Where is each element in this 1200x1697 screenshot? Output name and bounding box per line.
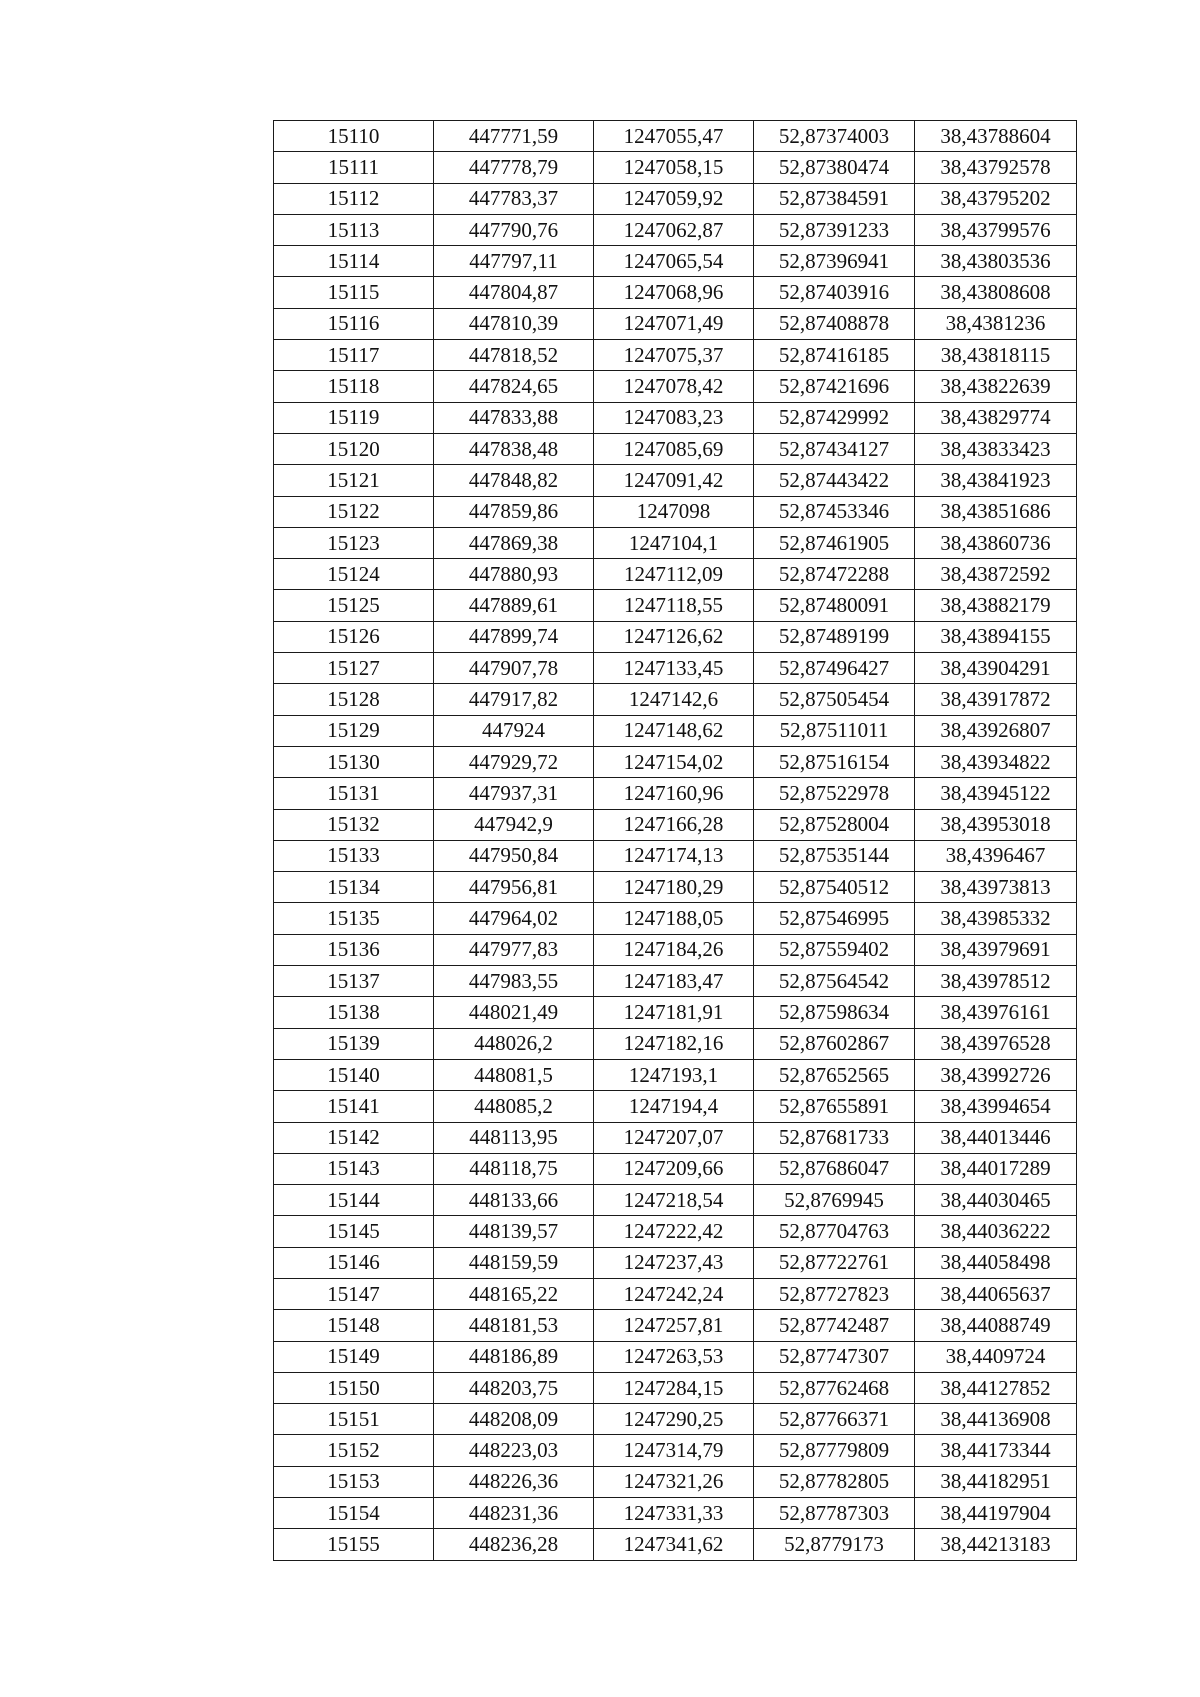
point-number-cell: 15114 [274, 246, 434, 277]
table-row [274, 840, 1077, 871]
x-coordinate-cell: 448203,75 [434, 1372, 594, 1403]
x-coordinate-cell: 447907,78 [434, 653, 594, 684]
table-row [274, 1498, 1077, 1529]
longitude-cell: 38,43851686 [915, 496, 1077, 527]
table-row [274, 527, 1077, 558]
longitude-cell: 38,43979691 [915, 934, 1077, 965]
latitude-cell: 52,87652565 [754, 1059, 915, 1090]
point-number-cell: 15154 [274, 1498, 434, 1529]
latitude-cell: 52,87564542 [754, 966, 915, 997]
y-coordinate-cell: 1247142,6 [594, 684, 754, 715]
x-coordinate-cell: 448118,75 [434, 1153, 594, 1184]
latitude-cell: 52,87686047 [754, 1153, 915, 1184]
longitude-cell: 38,43841923 [915, 465, 1077, 496]
point-number-cell: 15150 [274, 1372, 434, 1403]
table-row [274, 997, 1077, 1028]
point-number-cell: 15152 [274, 1435, 434, 1466]
x-coordinate-cell: 448026,2 [434, 1028, 594, 1059]
y-coordinate-cell: 1247091,42 [594, 465, 754, 496]
latitude-cell: 52,87443422 [754, 465, 915, 496]
coordinates-table [273, 120, 1077, 1561]
latitude-cell: 52,87396941 [754, 246, 915, 277]
y-coordinate-cell: 1247083,23 [594, 402, 754, 433]
y-coordinate-cell: 1247118,55 [594, 590, 754, 621]
y-coordinate-cell: 1247183,47 [594, 966, 754, 997]
point-number-cell: 15144 [274, 1185, 434, 1216]
longitude-cell: 38,43976161 [915, 997, 1077, 1028]
table-row [274, 496, 1077, 527]
longitude-cell: 38,4409724 [915, 1341, 1077, 1372]
table-row [274, 402, 1077, 433]
table-row [274, 1310, 1077, 1341]
x-coordinate-cell: 447859,86 [434, 496, 594, 527]
table-row [274, 1122, 1077, 1153]
latitude-cell: 52,87391233 [754, 214, 915, 245]
x-coordinate-cell: 447924 [434, 715, 594, 746]
latitude-cell: 52,87722761 [754, 1247, 915, 1278]
x-coordinate-cell: 447880,93 [434, 559, 594, 590]
x-coordinate-cell: 447833,88 [434, 402, 594, 433]
point-number-cell: 15130 [274, 746, 434, 777]
y-coordinate-cell: 1247148,62 [594, 715, 754, 746]
y-coordinate-cell: 1247098 [594, 496, 754, 527]
latitude-cell: 52,87380474 [754, 152, 915, 183]
point-number-cell: 15121 [274, 465, 434, 496]
table-row [274, 1372, 1077, 1403]
y-coordinate-cell: 1247059,92 [594, 183, 754, 214]
x-coordinate-cell: 447983,55 [434, 966, 594, 997]
point-number-cell: 15128 [274, 684, 434, 715]
table-row [274, 1529, 1077, 1560]
longitude-cell: 38,44065637 [915, 1278, 1077, 1309]
longitude-cell: 38,44017289 [915, 1153, 1077, 1184]
point-number-cell: 15124 [274, 559, 434, 590]
x-coordinate-cell: 448231,36 [434, 1498, 594, 1529]
latitude-cell: 52,87540512 [754, 872, 915, 903]
longitude-cell: 38,44182951 [915, 1466, 1077, 1497]
x-coordinate-cell: 447797,11 [434, 246, 594, 277]
y-coordinate-cell: 1247314,79 [594, 1435, 754, 1466]
table-row [274, 1153, 1077, 1184]
table-row [274, 872, 1077, 903]
longitude-cell: 38,43978512 [915, 966, 1077, 997]
table-row [274, 1278, 1077, 1309]
table-row [274, 340, 1077, 371]
longitude-cell: 38,43926807 [915, 715, 1077, 746]
x-coordinate-cell: 448139,57 [434, 1216, 594, 1247]
latitude-cell: 52,87782805 [754, 1466, 915, 1497]
latitude-cell: 52,87421696 [754, 371, 915, 402]
table-row [274, 715, 1077, 746]
longitude-cell: 38,43945122 [915, 778, 1077, 809]
table-row [274, 903, 1077, 934]
y-coordinate-cell: 1247068,96 [594, 277, 754, 308]
x-coordinate-cell: 447783,37 [434, 183, 594, 214]
longitude-cell: 38,44213183 [915, 1529, 1077, 1560]
table-row [274, 1341, 1077, 1372]
table-row [274, 433, 1077, 464]
point-number-cell: 15142 [274, 1122, 434, 1153]
y-coordinate-cell: 1247284,15 [594, 1372, 754, 1403]
y-coordinate-cell: 1247075,37 [594, 340, 754, 371]
longitude-cell: 38,44136908 [915, 1404, 1077, 1435]
table-row [274, 121, 1077, 152]
longitude-cell: 38,43792578 [915, 152, 1077, 183]
point-number-cell: 15132 [274, 809, 434, 840]
y-coordinate-cell: 1247194,4 [594, 1091, 754, 1122]
point-number-cell: 15125 [274, 590, 434, 621]
table-row [274, 966, 1077, 997]
y-coordinate-cell: 1247126,62 [594, 621, 754, 652]
latitude-cell: 52,87766371 [754, 1404, 915, 1435]
y-coordinate-cell: 1247085,69 [594, 433, 754, 464]
x-coordinate-cell: 447790,76 [434, 214, 594, 245]
x-coordinate-cell: 448186,89 [434, 1341, 594, 1372]
latitude-cell: 52,87787303 [754, 1498, 915, 1529]
point-number-cell: 15135 [274, 903, 434, 934]
x-coordinate-cell: 447917,82 [434, 684, 594, 715]
point-number-cell: 15155 [274, 1529, 434, 1560]
latitude-cell: 52,87505454 [754, 684, 915, 715]
longitude-cell: 38,43882179 [915, 590, 1077, 621]
latitude-cell: 52,87762468 [754, 1372, 915, 1403]
point-number-cell: 15129 [274, 715, 434, 746]
y-coordinate-cell: 1247055,47 [594, 121, 754, 152]
x-coordinate-cell: 447889,61 [434, 590, 594, 621]
table-row [274, 1247, 1077, 1278]
y-coordinate-cell: 1247331,33 [594, 1498, 754, 1529]
point-number-cell: 15136 [274, 934, 434, 965]
table-row [274, 465, 1077, 496]
longitude-cell: 38,43992726 [915, 1059, 1077, 1090]
latitude-cell: 52,87374003 [754, 121, 915, 152]
coordinates-table-body [274, 121, 1077, 1561]
longitude-cell: 38,43799576 [915, 214, 1077, 245]
y-coordinate-cell: 1247209,66 [594, 1153, 754, 1184]
point-number-cell: 15119 [274, 402, 434, 433]
longitude-cell: 38,43934822 [915, 746, 1077, 777]
longitude-cell: 38,44197904 [915, 1498, 1077, 1529]
longitude-cell: 38,43872592 [915, 559, 1077, 590]
x-coordinate-cell: 447942,9 [434, 809, 594, 840]
y-coordinate-cell: 1247242,24 [594, 1278, 754, 1309]
table-row [274, 152, 1077, 183]
y-coordinate-cell: 1247290,25 [594, 1404, 754, 1435]
x-coordinate-cell: 447810,39 [434, 308, 594, 339]
point-number-cell: 15138 [274, 997, 434, 1028]
y-coordinate-cell: 1247166,28 [594, 809, 754, 840]
table-row [274, 1435, 1077, 1466]
y-coordinate-cell: 1247341,62 [594, 1529, 754, 1560]
table-row [274, 746, 1077, 777]
x-coordinate-cell: 448236,28 [434, 1529, 594, 1560]
point-number-cell: 15122 [274, 496, 434, 527]
longitude-cell: 38,43833423 [915, 433, 1077, 464]
point-number-cell: 15141 [274, 1091, 434, 1122]
x-coordinate-cell: 447771,59 [434, 121, 594, 152]
point-number-cell: 15143 [274, 1153, 434, 1184]
longitude-cell: 38,44088749 [915, 1310, 1077, 1341]
longitude-cell: 38,43976528 [915, 1028, 1077, 1059]
latitude-cell: 52,87516154 [754, 746, 915, 777]
longitude-cell: 38,43953018 [915, 809, 1077, 840]
y-coordinate-cell: 1247058,15 [594, 152, 754, 183]
point-number-cell: 15133 [274, 840, 434, 871]
table-row [274, 1466, 1077, 1497]
table-row [274, 559, 1077, 590]
point-number-cell: 15115 [274, 277, 434, 308]
longitude-cell: 38,43795202 [915, 183, 1077, 214]
point-number-cell: 15137 [274, 966, 434, 997]
x-coordinate-cell: 448085,2 [434, 1091, 594, 1122]
point-number-cell: 15151 [274, 1404, 434, 1435]
y-coordinate-cell: 1247188,05 [594, 903, 754, 934]
longitude-cell: 38,44030465 [915, 1185, 1077, 1216]
latitude-cell: 52,87416185 [754, 340, 915, 371]
x-coordinate-cell: 447929,72 [434, 746, 594, 777]
latitude-cell: 52,87489199 [754, 621, 915, 652]
x-coordinate-cell: 448133,66 [434, 1185, 594, 1216]
point-number-cell: 15153 [274, 1466, 434, 1497]
table-row [274, 1028, 1077, 1059]
longitude-cell: 38,44058498 [915, 1247, 1077, 1278]
table-row [274, 214, 1077, 245]
latitude-cell: 52,87779809 [754, 1435, 915, 1466]
longitude-cell: 38,43917872 [915, 684, 1077, 715]
x-coordinate-cell: 448021,49 [434, 997, 594, 1028]
latitude-cell: 52,87681733 [754, 1122, 915, 1153]
latitude-cell: 52,8779173 [754, 1529, 915, 1560]
longitude-cell: 38,43904291 [915, 653, 1077, 684]
table-row [274, 934, 1077, 965]
x-coordinate-cell: 447818,52 [434, 340, 594, 371]
table-row [274, 778, 1077, 809]
y-coordinate-cell: 1247257,81 [594, 1310, 754, 1341]
x-coordinate-cell: 447824,65 [434, 371, 594, 402]
longitude-cell: 38,43803536 [915, 246, 1077, 277]
latitude-cell: 52,8769945 [754, 1185, 915, 1216]
y-coordinate-cell: 1247160,96 [594, 778, 754, 809]
latitude-cell: 52,87461905 [754, 527, 915, 558]
point-number-cell: 15117 [274, 340, 434, 371]
longitude-cell: 38,43829774 [915, 402, 1077, 433]
latitude-cell: 52,87408878 [754, 308, 915, 339]
x-coordinate-cell: 447848,82 [434, 465, 594, 496]
table-row [274, 1404, 1077, 1435]
x-coordinate-cell: 448223,03 [434, 1435, 594, 1466]
latitude-cell: 52,87727823 [754, 1278, 915, 1309]
longitude-cell: 38,43808608 [915, 277, 1077, 308]
x-coordinate-cell: 448081,5 [434, 1059, 594, 1090]
latitude-cell: 52,87496427 [754, 653, 915, 684]
latitude-cell: 52,87472288 [754, 559, 915, 590]
table-row [274, 1059, 1077, 1090]
y-coordinate-cell: 1247078,42 [594, 371, 754, 402]
table-row [274, 246, 1077, 277]
x-coordinate-cell: 447964,02 [434, 903, 594, 934]
table-row [274, 653, 1077, 684]
table-row [274, 1216, 1077, 1247]
point-number-cell: 15118 [274, 371, 434, 402]
longitude-cell: 38,43860736 [915, 527, 1077, 558]
x-coordinate-cell: 447804,87 [434, 277, 594, 308]
y-coordinate-cell: 1247180,29 [594, 872, 754, 903]
point-number-cell: 15110 [274, 121, 434, 152]
y-coordinate-cell: 1247193,1 [594, 1059, 754, 1090]
longitude-cell: 38,4396467 [915, 840, 1077, 871]
point-number-cell: 15120 [274, 433, 434, 464]
y-coordinate-cell: 1247065,54 [594, 246, 754, 277]
point-number-cell: 15123 [274, 527, 434, 558]
x-coordinate-cell: 448226,36 [434, 1466, 594, 1497]
longitude-cell: 38,43894155 [915, 621, 1077, 652]
table-row [274, 621, 1077, 652]
latitude-cell: 52,87511011 [754, 715, 915, 746]
x-coordinate-cell: 447950,84 [434, 840, 594, 871]
point-number-cell: 15147 [274, 1278, 434, 1309]
table-row [274, 183, 1077, 214]
table-row [274, 1185, 1077, 1216]
table-row [274, 308, 1077, 339]
latitude-cell: 52,87528004 [754, 809, 915, 840]
longitude-cell: 38,43973813 [915, 872, 1077, 903]
table-row [274, 371, 1077, 402]
y-coordinate-cell: 1247133,45 [594, 653, 754, 684]
latitude-cell: 52,87602867 [754, 1028, 915, 1059]
latitude-cell: 52,87434127 [754, 433, 915, 464]
longitude-cell: 38,43822639 [915, 371, 1077, 402]
y-coordinate-cell: 1247174,13 [594, 840, 754, 871]
point-number-cell: 15126 [274, 621, 434, 652]
y-coordinate-cell: 1247071,49 [594, 308, 754, 339]
y-coordinate-cell: 1247321,26 [594, 1466, 754, 1497]
point-number-cell: 15116 [274, 308, 434, 339]
y-coordinate-cell: 1247222,42 [594, 1216, 754, 1247]
table-row [274, 277, 1077, 308]
x-coordinate-cell: 447899,74 [434, 621, 594, 652]
x-coordinate-cell: 448113,95 [434, 1122, 594, 1153]
longitude-cell: 38,43994654 [915, 1091, 1077, 1122]
latitude-cell: 52,87535144 [754, 840, 915, 871]
latitude-cell: 52,87747307 [754, 1341, 915, 1372]
latitude-cell: 52,87546995 [754, 903, 915, 934]
longitude-cell: 38,44036222 [915, 1216, 1077, 1247]
longitude-cell: 38,43818115 [915, 340, 1077, 371]
y-coordinate-cell: 1247218,54 [594, 1185, 754, 1216]
x-coordinate-cell: 447778,79 [434, 152, 594, 183]
point-number-cell: 15112 [274, 183, 434, 214]
longitude-cell: 38,43788604 [915, 121, 1077, 152]
table-row [274, 684, 1077, 715]
y-coordinate-cell: 1247062,87 [594, 214, 754, 245]
latitude-cell: 52,87742487 [754, 1310, 915, 1341]
point-number-cell: 15131 [274, 778, 434, 809]
y-coordinate-cell: 1247104,1 [594, 527, 754, 558]
point-number-cell: 15146 [274, 1247, 434, 1278]
latitude-cell: 52,87598634 [754, 997, 915, 1028]
longitude-cell: 38,43985332 [915, 903, 1077, 934]
y-coordinate-cell: 1247237,43 [594, 1247, 754, 1278]
y-coordinate-cell: 1247154,02 [594, 746, 754, 777]
longitude-cell: 38,44013446 [915, 1122, 1077, 1153]
point-number-cell: 15127 [274, 653, 434, 684]
table-row [274, 590, 1077, 621]
point-number-cell: 15149 [274, 1341, 434, 1372]
x-coordinate-cell: 447838,48 [434, 433, 594, 464]
latitude-cell: 52,87480091 [754, 590, 915, 621]
y-coordinate-cell: 1247184,26 [594, 934, 754, 965]
x-coordinate-cell: 448165,22 [434, 1278, 594, 1309]
latitude-cell: 52,87704763 [754, 1216, 915, 1247]
y-coordinate-cell: 1247207,07 [594, 1122, 754, 1153]
latitude-cell: 52,87655891 [754, 1091, 915, 1122]
point-number-cell: 15111 [274, 152, 434, 183]
latitude-cell: 52,87384591 [754, 183, 915, 214]
longitude-cell: 38,44173344 [915, 1435, 1077, 1466]
point-number-cell: 15139 [274, 1028, 434, 1059]
table-row [274, 1091, 1077, 1122]
latitude-cell: 52,87522978 [754, 778, 915, 809]
point-number-cell: 15145 [274, 1216, 434, 1247]
x-coordinate-cell: 448159,59 [434, 1247, 594, 1278]
x-coordinate-cell: 447977,83 [434, 934, 594, 965]
point-number-cell: 15148 [274, 1310, 434, 1341]
longitude-cell: 38,44127852 [915, 1372, 1077, 1403]
point-number-cell: 15140 [274, 1059, 434, 1090]
latitude-cell: 52,87429992 [754, 402, 915, 433]
latitude-cell: 52,87403916 [754, 277, 915, 308]
x-coordinate-cell: 448181,53 [434, 1310, 594, 1341]
point-number-cell: 15134 [274, 872, 434, 903]
x-coordinate-cell: 447869,38 [434, 527, 594, 558]
y-coordinate-cell: 1247182,16 [594, 1028, 754, 1059]
table-row [274, 809, 1077, 840]
point-number-cell: 15113 [274, 214, 434, 245]
latitude-cell: 52,87453346 [754, 496, 915, 527]
y-coordinate-cell: 1247181,91 [594, 997, 754, 1028]
x-coordinate-cell: 447937,31 [434, 778, 594, 809]
x-coordinate-cell: 447956,81 [434, 872, 594, 903]
x-coordinate-cell: 448208,09 [434, 1404, 594, 1435]
latitude-cell: 52,87559402 [754, 934, 915, 965]
y-coordinate-cell: 1247112,09 [594, 559, 754, 590]
y-coordinate-cell: 1247263,53 [594, 1341, 754, 1372]
longitude-cell: 38,4381236 [915, 308, 1077, 339]
